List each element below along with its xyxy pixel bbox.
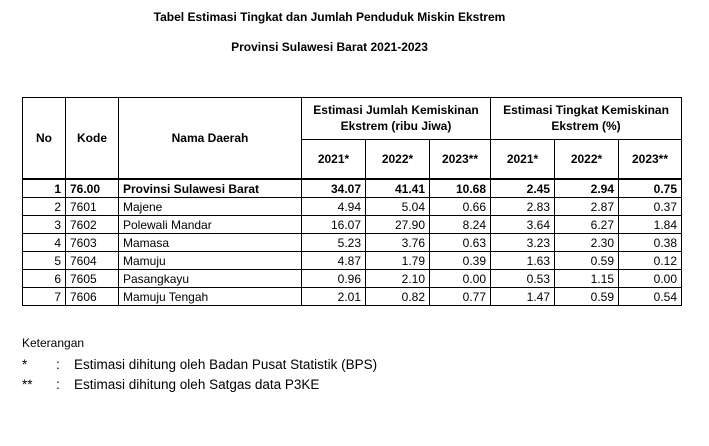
note-colon: : — [56, 357, 60, 372]
cell-nama-daerah: Provinsi Sulawesi Barat — [119, 179, 302, 198]
cell-jumlah-2023: 0.00 — [430, 270, 491, 288]
table-row — [23, 252, 682, 270]
cell-no: 1 — [23, 179, 66, 198]
cell-jumlah-2023: 0.39 — [430, 252, 491, 270]
note-text: Estimasi dihitung oleh Badan Pusat Statistik (BPS) — [74, 357, 378, 372]
cell-nama-daerah: Mamuju — [119, 252, 302, 270]
header-no: No — [23, 98, 66, 180]
cell-tingkat-2021: 1.63 — [491, 252, 555, 270]
cell-jumlah-2022: 41.41 — [366, 179, 430, 198]
cell-jumlah-2023: 10.68 — [430, 179, 491, 198]
cell-nama-daerah: Mamuju Tengah — [119, 288, 302, 306]
cell-kode: 7605 — [66, 270, 119, 288]
cell-nama-daerah: Polewali Mandar — [119, 216, 302, 234]
cell-no: 7 — [23, 288, 66, 306]
cell-jumlah-2022: 3.76 — [366, 234, 430, 252]
header-nama-daerah: Nama Daerah — [119, 98, 302, 180]
header-year-tingkat-2022: 2022* — [555, 139, 619, 179]
cell-jumlah-2022: 27.90 — [366, 216, 430, 234]
cell-tingkat-2022: 6.27 — [555, 216, 619, 234]
cell-kode: 7601 — [66, 198, 119, 216]
note-item — [22, 355, 377, 375]
note-symbol: ** — [22, 377, 33, 392]
cell-tingkat-2022: 1.15 — [555, 270, 619, 288]
cell-no: 2 — [23, 198, 66, 216]
cell-jumlah-2021: 16.07 — [302, 216, 366, 234]
cell-jumlah-2021: 4.87 — [302, 252, 366, 270]
cell-jumlah-2023: 0.66 — [430, 198, 491, 216]
table-row — [23, 288, 682, 306]
page-title: Tabel Estimasi Tingkat dan Jumlah Penduduk Miskin Ekstrem — [153, 10, 506, 24]
header-group-jumlah: Estimasi Jumlah Kemiskinan Ekstrem (ribu Jiwa) — [302, 98, 491, 140]
notes-heading: Keterangan — [22, 336, 85, 350]
table-body — [23, 179, 682, 306]
cell-jumlah-2021: 34.07 — [302, 179, 366, 198]
cell-tingkat-2023: 0.75 — [619, 179, 682, 198]
table-row — [23, 198, 682, 216]
table-row — [23, 234, 682, 252]
note-colon: : — [56, 377, 60, 392]
cell-no: 3 — [23, 216, 66, 234]
header-year-jumlah-2021: 2021* — [302, 139, 366, 179]
cell-jumlah-2022: 5.04 — [366, 198, 430, 216]
cell-tingkat-2021: 1.47 — [491, 288, 555, 306]
cell-nama-daerah: Majene — [119, 198, 302, 216]
header-kode: Kode — [66, 98, 119, 180]
cell-no: 4 — [23, 234, 66, 252]
cell-tingkat-2023: 1.84 — [619, 216, 682, 234]
cell-jumlah-2023: 0.77 — [430, 288, 491, 306]
cell-jumlah-2022: 1.79 — [366, 252, 430, 270]
cell-jumlah-2023: 0.63 — [430, 234, 491, 252]
note-item — [22, 375, 377, 395]
cell-no: 5 — [23, 252, 66, 270]
cell-tingkat-2021: 2.83 — [491, 198, 555, 216]
cell-tingkat-2022: 0.59 — [555, 288, 619, 306]
header-group-tingkat: Estimasi Tingkat Kemiskinan Ekstrem (%) — [491, 98, 682, 140]
table-row — [23, 216, 682, 234]
page-subtitle: Provinsi Sulawesi Barat 2021-2023 — [231, 40, 428, 54]
cell-tingkat-2022: 0.59 — [555, 252, 619, 270]
cell-kode: 7602 — [66, 216, 119, 234]
cell-tingkat-2022: 2.87 — [555, 198, 619, 216]
header-year-tingkat-2021: 2021* — [491, 139, 555, 179]
cell-tingkat-2023: 0.38 — [619, 234, 682, 252]
cell-jumlah-2021: 0.96 — [302, 270, 366, 288]
cell-kode: 7603 — [66, 234, 119, 252]
cell-jumlah-2021: 5.23 — [302, 234, 366, 252]
cell-nama-daerah: Mamasa — [119, 234, 302, 252]
header-year-jumlah-2023: 2023** — [430, 139, 491, 179]
cell-jumlah-2021: 2.01 — [302, 288, 366, 306]
cell-tingkat-2021: 3.23 — [491, 234, 555, 252]
note-text: Estimasi dihitung oleh Satgas data P3KE — [74, 377, 320, 392]
cell-tingkat-2021: 0.53 — [491, 270, 555, 288]
poverty-table — [22, 97, 682, 306]
cell-no: 6 — [23, 270, 66, 288]
cell-kode: 7606 — [66, 288, 119, 306]
cell-tingkat-2021: 2.45 — [491, 179, 555, 198]
header-year-tingkat-2023: 2023** — [619, 139, 682, 179]
cell-tingkat-2022: 2.94 — [555, 179, 619, 198]
cell-tingkat-2023: 0.12 — [619, 252, 682, 270]
cell-jumlah-2022: 0.82 — [366, 288, 430, 306]
notes — [22, 336, 377, 395]
cell-kode: 76.00 — [66, 179, 119, 198]
cell-tingkat-2022: 2.30 — [555, 234, 619, 252]
cell-tingkat-2023: 0.00 — [619, 270, 682, 288]
cell-tingkat-2023: 0.37 — [619, 198, 682, 216]
cell-jumlah-2022: 2.10 — [366, 270, 430, 288]
table-row-province — [23, 179, 682, 198]
header-year-jumlah-2022: 2022* — [366, 139, 430, 179]
note-symbol: * — [22, 357, 28, 372]
cell-tingkat-2023: 0.54 — [619, 288, 682, 306]
cell-jumlah-2021: 4.94 — [302, 198, 366, 216]
cell-kode: 7604 — [66, 252, 119, 270]
table-row — [23, 270, 682, 288]
cell-nama-daerah: Pasangkayu — [119, 270, 302, 288]
cell-jumlah-2023: 8.24 — [430, 216, 491, 234]
cell-tingkat-2021: 3.64 — [491, 216, 555, 234]
